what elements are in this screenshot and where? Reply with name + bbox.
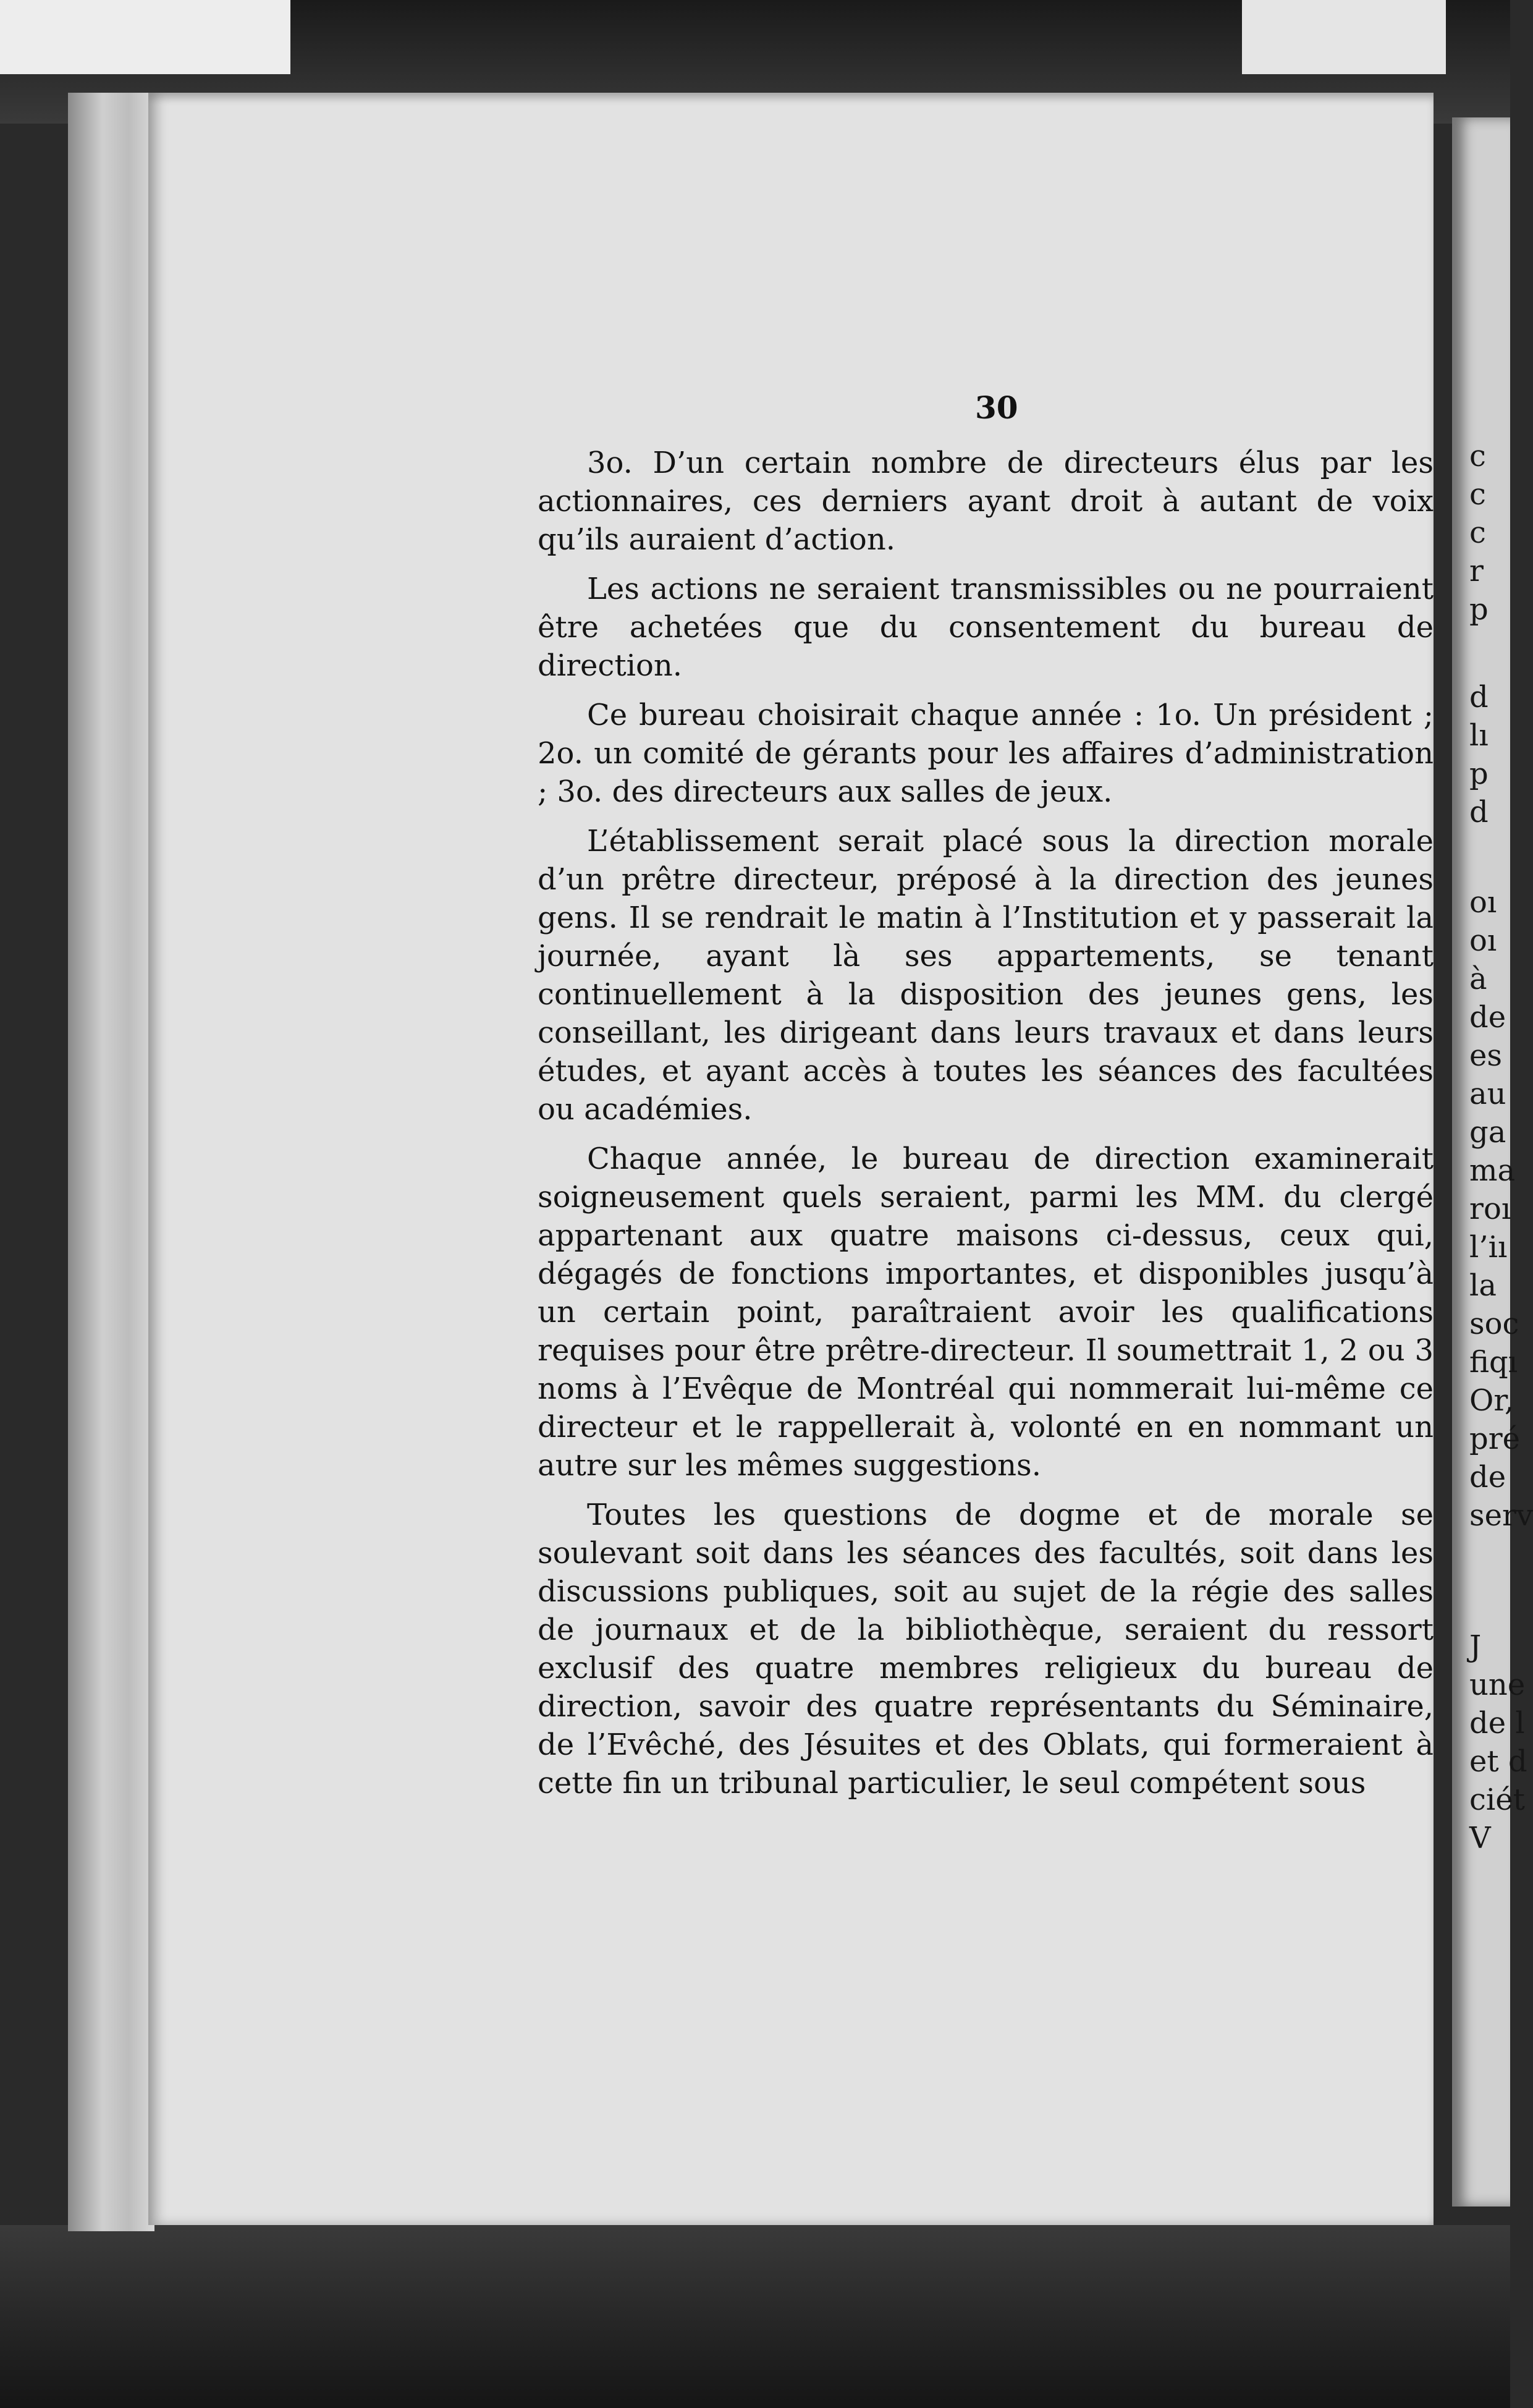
- facing-page-fragment: lı: [1469, 718, 1489, 753]
- facing-page: [1452, 117, 1533, 2207]
- scan-top-margin-right: [1242, 0, 1446, 74]
- facing-page-fragment: V: [1469, 1821, 1491, 1855]
- facing-page-fragment: la: [1469, 1268, 1497, 1303]
- facing-page-fragment: de: [1469, 1460, 1506, 1494]
- facing-page-fragment: soc: [1469, 1307, 1519, 1341]
- facing-page-fragment: c: [1469, 515, 1486, 550]
- facing-page-fragment: ma: [1469, 1153, 1516, 1188]
- facing-page-fragment: p: [1469, 757, 1489, 791]
- facing-page-fragment: l’iı: [1469, 1230, 1508, 1265]
- facing-page-fragment: roı: [1469, 1192, 1511, 1226]
- facing-page-fragment: ciét: [1469, 1783, 1525, 1817]
- facing-page-fragment: c: [1469, 439, 1486, 473]
- facing-page-fragment: et d: [1469, 1744, 1527, 1779]
- paragraph: Chaque année, le bureau de direction examinerait soigneusement quels seraient, parmi les MM. du clergé appartenant aux quatre maisons ci-dessus, ceux qui, dégagés de fonctions importantes, et disponibles jusqu’à un certain point, paraîtraient avoir les qualifications requises pour être prêtre-directeur. Il soumettrait 1, 2 ou 3 noms à l’Evêque de Montréal qui nommerait lui-même ce directeur et le rappellerait à, volonté en en nommant un autre sur les mêmes suggestions.: [538, 1142, 1434, 1483]
- facing-page-fragment: serv: [1469, 1498, 1533, 1533]
- facing-page-fragment: p: [1469, 592, 1489, 627]
- facing-page-fragment: pré: [1469, 1422, 1521, 1456]
- facing-page-fragment: à: [1469, 962, 1487, 996]
- paragraph: Toutes les questions de dogme et de morale se soulevant soit dans les séances des facultés, soit dans les discussions publiques, soit au sujet de la régie des salles de journaux et de la bibliothèque, seraient du ressort exclusif des quatre membres religieux du bureau de direction, savoir des quatre représentants du Séminaire, de l’Evêché, des Jésuites et des Oblats, qui formeraient à cette fin un tribunal particulier, le seul compétent sous: [538, 1498, 1434, 1800]
- facing-page-fragment: de l: [1469, 1706, 1525, 1740]
- page-body-text: [538, 444, 1434, 1813]
- facing-page-fragment: une: [1469, 1668, 1526, 1702]
- facing-page-fragment: fiqı: [1469, 1345, 1518, 1380]
- facing-page-fragment: oı: [1469, 923, 1497, 958]
- scan-top-margin-left: [0, 0, 290, 74]
- paragraph: Ce bureau choisirait chaque année : 1o. Un président ; 2o. un comité de gérants pour les affaires d’administration ; 3o. des directeurs aux salles de jeux.: [538, 698, 1434, 809]
- facing-page-fragment: c: [1469, 477, 1486, 512]
- scan-bottom-border: [0, 2225, 1510, 2408]
- facing-page-fragment: ga: [1469, 1115, 1506, 1150]
- facing-page-fragment: de: [1469, 1000, 1506, 1035]
- paragraph: 3o. D’un certain nombre de directeurs élus par les actionnaires, ces derniers ayant droit à autant de voix qu’ils auraient d’action.: [538, 446, 1434, 557]
- page-stack-edge: [68, 93, 154, 2231]
- facing-page-fragment: Or,: [1469, 1383, 1514, 1418]
- page-number: 30: [975, 389, 1018, 426]
- facing-page-fragment: au: [1469, 1077, 1506, 1111]
- facing-page-fragment: oı: [1469, 885, 1497, 920]
- facing-page-fragment: J: [1469, 1629, 1482, 1664]
- paragraph: L’établissement serait placé sous la direction morale d’un prêtre directeur, préposé à la direction des jeunes gens. Il se rendrait le matin à l’Institution et y passerait la journée, ayant là ses appartements, se tenant continuellement à la disposition des jeunes gens, les conseillant, les dirigeant dans leurs travaux et dans leurs études, et ayant accès à toutes les séances des facultées ou académies.: [538, 824, 1434, 1127]
- facing-page-fragment: d: [1469, 795, 1489, 829]
- facing-page-fragment: r: [1469, 554, 1484, 588]
- facing-page-fragment: es: [1469, 1038, 1503, 1073]
- paragraph: Les actions ne seraient transmissibles ou ne pourraient être achetées que du consentement du bureau de direction.: [538, 572, 1434, 683]
- facing-page-fragment: d: [1469, 680, 1489, 714]
